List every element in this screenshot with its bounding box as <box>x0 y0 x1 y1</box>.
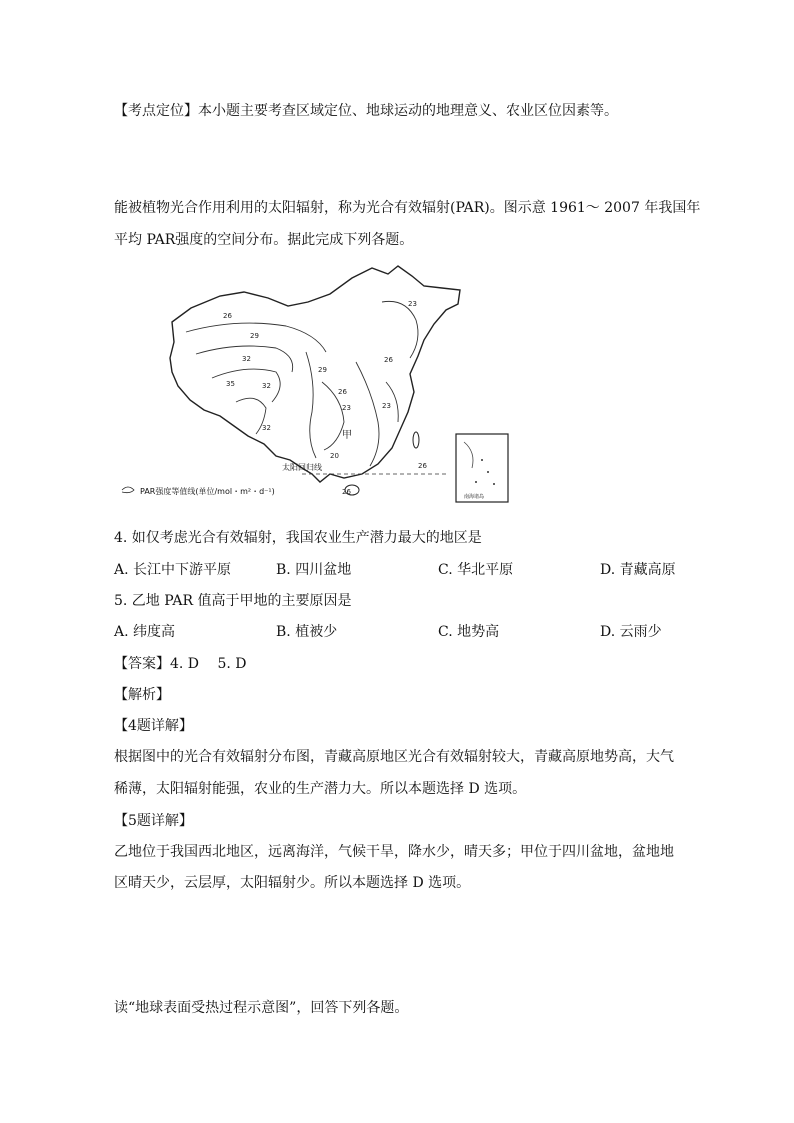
q4-detail-line-1: 根据图中的光合有效辐射分布图，青藏高原地区光合有效辐射较大，青藏高原地势高，大气 <box>114 749 674 765</box>
q4-detail-title: 【4题详解】 <box>114 718 193 734</box>
isoline-label: 32 <box>262 382 271 390</box>
q4-option-c: C. 华北平原 <box>438 562 514 578</box>
stem-line-2: 平均 PAR强度的空间分布。据此完成下列各题。 <box>114 232 414 248</box>
taiyang-label: 太阳回归线 <box>282 463 322 472</box>
china-par-map <box>116 262 516 506</box>
isoline-label: 23 <box>382 402 391 410</box>
legend-text: PAR强度等值线(单位/mol・m²・d⁻¹) <box>140 487 275 496</box>
isoline-label: 20 <box>330 452 339 460</box>
q5-stem: 5. 乙地 PAR 值高于甲地的主要原因是 <box>114 593 352 609</box>
isoline-label: 23 <box>408 300 417 308</box>
q5-detail-line-1: 乙地位于我国西北地区，远离海洋，气候干旱，降水少，晴天多；甲位于四川盆地，盆地地 <box>114 844 674 860</box>
isoline-label: 26 <box>342 488 351 496</box>
q4-option-d: D. 青藏高原 <box>600 562 676 578</box>
q5-detail-title: 【5题详解】 <box>114 813 193 829</box>
isoline-label: 26 <box>418 462 427 470</box>
answer-line: 【答案】4. D 5. D <box>114 656 247 672</box>
isoline-label: 29 <box>250 332 259 340</box>
q4-detail-line-2: 稀薄，太阳辐射能强，农业的生产潜力大。所以本题选择 D 选项。 <box>114 781 527 797</box>
q5-detail-line-2: 区晴天少，云层厚，太阳辐射少。所以本题选择 D 选项。 <box>114 875 471 891</box>
isoline-label: 23 <box>342 404 351 412</box>
q5-option-c: C. 地势高 <box>438 624 500 640</box>
kaodian-text: 【考点定位】本小题主要考查区域定位、地球运动的地理意义、农业区位因素等。 <box>114 103 618 119</box>
isoline-label: 26 <box>338 388 347 396</box>
isoline-label: 26 <box>223 312 232 320</box>
stem-line-1: 能被植物光合作用利用的太阳辐射，称为光合有效辐射(PAR)。图示意 1961～ 2007 年我国年 <box>114 200 701 216</box>
china-outline <box>170 266 460 482</box>
inset-label: 南海诸岛 <box>464 494 485 500</box>
legend-icon <box>122 487 134 493</box>
isoline-label: 29 <box>318 366 327 374</box>
q4-option-b: B. 四川盆地 <box>276 562 352 578</box>
south-sea-inset <box>456 434 508 502</box>
isoline-label: 32 <box>242 355 251 363</box>
isoline-label: 35 <box>226 380 235 388</box>
q5-option-b: B. 植被少 <box>276 624 338 640</box>
next-question-stem: 读“地球表面受热过程示意图”，回答下列各题。 <box>114 1000 409 1016</box>
analysis-title: 【解析】 <box>114 687 170 703</box>
isoline-label: 32 <box>262 424 271 432</box>
isoline-label: 26 <box>384 356 393 364</box>
jia-label: 甲 <box>342 430 352 441</box>
q4-option-a: A. 长江中下游平原 <box>114 562 232 578</box>
q5-option-d: D. 云雨少 <box>600 624 662 640</box>
q5-option-a: A. 纬度高 <box>114 624 176 640</box>
q4-stem: 4. 如仅考虑光合有效辐射，我国农业生产潜力最大的地区是 <box>114 530 482 546</box>
